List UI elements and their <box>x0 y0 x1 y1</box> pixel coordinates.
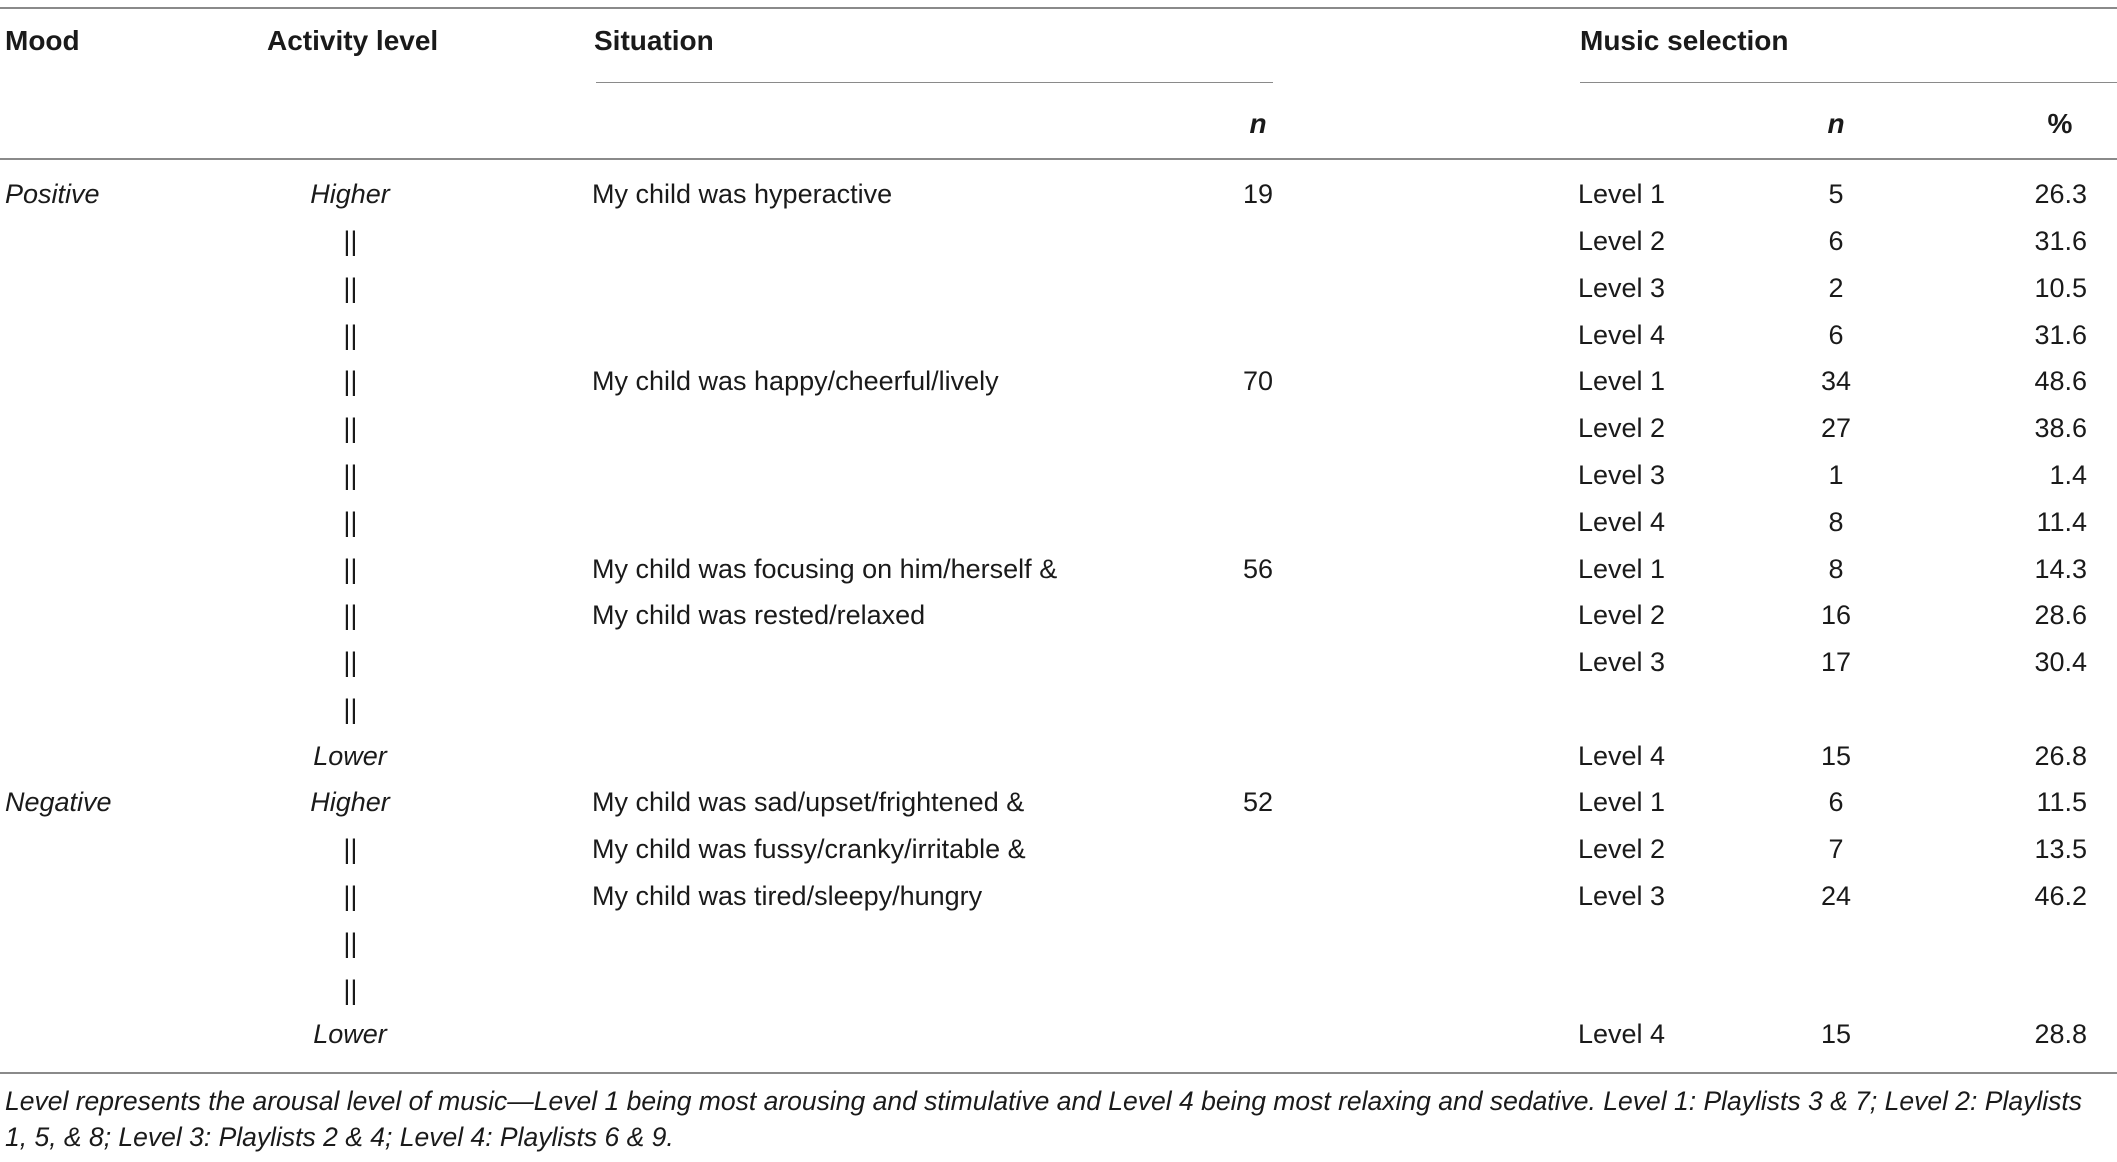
cell-mood: Positive <box>5 179 100 209</box>
cell-music-n: 15 <box>1820 741 1852 771</box>
cell-music-percent: 13.5 <box>2034 834 2087 864</box>
header-situation-n: n <box>1249 108 1267 139</box>
cell-activity-level: || <box>342 273 358 303</box>
cell-music-level: Level 2 <box>1578 413 1666 443</box>
cell-situation-n: 70 <box>1242 366 1274 396</box>
cell-activity-level: Higher <box>310 787 390 817</box>
cell-situation: My child was happy/cheerful/lively <box>592 366 999 396</box>
cell-situation: My child was hyperactive <box>592 179 893 209</box>
cell-music-n: 6 <box>1828 320 1844 350</box>
cell-situation: My child was sad/upset/frightened & <box>592 787 1025 817</box>
header-music-n: n <box>1827 108 1845 139</box>
cell-music-level: Level 3 <box>1578 273 1666 303</box>
cell-music-percent: 30.4 <box>2034 647 2087 677</box>
cell-music-n: 17 <box>1820 647 1852 677</box>
header-music-selection: Music selection <box>1580 25 1789 56</box>
cell-situation-n: 52 <box>1242 787 1274 817</box>
cell-situation: My child was fussy/cranky/irritable & <box>592 834 1026 864</box>
cell-music-level: Level 4 <box>1578 320 1666 350</box>
cell-music-n: 1 <box>1828 460 1844 490</box>
cell-situation: My child was focusing on him/herself & <box>592 554 1058 584</box>
cell-music-level: Level 4 <box>1578 741 1666 771</box>
cell-situation-n: 56 <box>1242 554 1274 584</box>
cell-activity-level: || <box>342 881 358 911</box>
cell-music-percent: 28.8 <box>2034 1019 2087 1049</box>
cell-music-n: 6 <box>1828 787 1844 817</box>
cell-mood: Negative <box>5 787 112 817</box>
cell-activity-level: || <box>342 320 358 350</box>
cell-music-n: 8 <box>1828 507 1844 537</box>
cell-activity-level: || <box>342 413 358 443</box>
music-selection-header-rule <box>1580 82 2117 83</box>
cell-music-n: 24 <box>1820 881 1852 911</box>
header-percent: % <box>2047 108 2073 139</box>
cell-activity-level: || <box>342 366 358 396</box>
table-footnote: Level represents the arousal level of music—Level 1 being most arousing and stimulative and Level 4 being most relaxing and sedative. Level 1: Playlists 3 & 7; Level 2: Playlists 1, 5, & 8; Level 3: Playlists 2 & 4; Level 4: Playlists 6 & 9. <box>5 1086 2082 1152</box>
cell-activity-level: || <box>342 600 358 630</box>
cell-music-level: Level 3 <box>1578 460 1666 490</box>
cell-music-percent: 10.5 <box>2034 273 2087 303</box>
cell-music-n: 2 <box>1828 273 1844 303</box>
cell-activity-level: Lower <box>313 741 387 771</box>
situation-header-rule <box>596 82 1273 83</box>
cell-activity-level: || <box>342 554 358 584</box>
header-activity-level: Activity level <box>267 25 439 56</box>
cell-music-level: Level 1 <box>1578 366 1666 396</box>
cell-music-level: Level 1 <box>1578 179 1666 209</box>
cell-music-percent: 31.6 <box>2034 226 2087 256</box>
header-situation: Situation <box>594 25 714 56</box>
cell-music-level: Level 1 <box>1578 787 1666 817</box>
cell-activity-level: || <box>342 975 358 1005</box>
cell-music-percent: 38.6 <box>2034 413 2087 443</box>
cell-music-n: 34 <box>1820 366 1852 396</box>
cell-music-level: Level 2 <box>1578 834 1666 864</box>
cell-music-level: Level 2 <box>1578 226 1666 256</box>
cell-music-level: Level 4 <box>1578 507 1666 537</box>
cell-music-percent: 46.2 <box>2034 881 2087 911</box>
cell-music-percent: 26.3 <box>2034 179 2087 209</box>
cell-music-n: 7 <box>1828 834 1844 864</box>
cell-activity-level: || <box>342 460 358 490</box>
cell-music-level: Level 3 <box>1578 647 1666 677</box>
table-bottom-rule <box>0 1072 2117 1074</box>
cell-music-n: 16 <box>1820 600 1852 630</box>
cell-music-level: Level 1 <box>1578 554 1666 584</box>
cell-activity-level: || <box>342 226 358 256</box>
cell-activity-level: || <box>342 507 358 537</box>
cell-music-percent: 11.5 <box>2036 787 2087 817</box>
cell-situation: My child was tired/sleepy/hungry <box>592 881 983 911</box>
cell-music-level: Level 2 <box>1578 600 1666 630</box>
cell-music-level: Level 3 <box>1578 881 1666 911</box>
cell-music-percent: 48.6 <box>2034 366 2087 396</box>
cell-activity-level: || <box>342 647 358 677</box>
cell-activity-level: || <box>342 834 358 864</box>
cell-music-percent: 14.3 <box>2034 554 2087 584</box>
cell-music-percent: 31.6 <box>2034 320 2087 350</box>
cell-music-n: 8 <box>1828 554 1844 584</box>
cell-activity-level: Higher <box>310 179 390 209</box>
cell-music-n: 27 <box>1820 413 1852 443</box>
cell-music-percent: 11.4 <box>2036 507 2087 537</box>
header-mood: Mood <box>5 25 80 56</box>
cell-music-n: 15 <box>1820 1019 1852 1049</box>
cell-music-percent: 1.4 <box>2049 460 2087 490</box>
cell-music-level: Level 4 <box>1578 1019 1666 1049</box>
header-bottom-rule <box>0 158 2117 160</box>
cell-music-percent: 28.6 <box>2034 600 2087 630</box>
cell-situation: My child was rested/relaxed <box>592 600 926 630</box>
cell-activity-level: Lower <box>313 1019 387 1049</box>
cell-music-n: 5 <box>1828 179 1844 209</box>
cell-activity-level: || <box>342 694 358 724</box>
cell-music-percent: 26.8 <box>2034 741 2087 771</box>
cell-activity-level: || <box>342 928 358 958</box>
cell-situation-n: 19 <box>1242 179 1274 209</box>
cell-music-n: 6 <box>1828 226 1844 256</box>
table-top-rule <box>0 7 2117 9</box>
